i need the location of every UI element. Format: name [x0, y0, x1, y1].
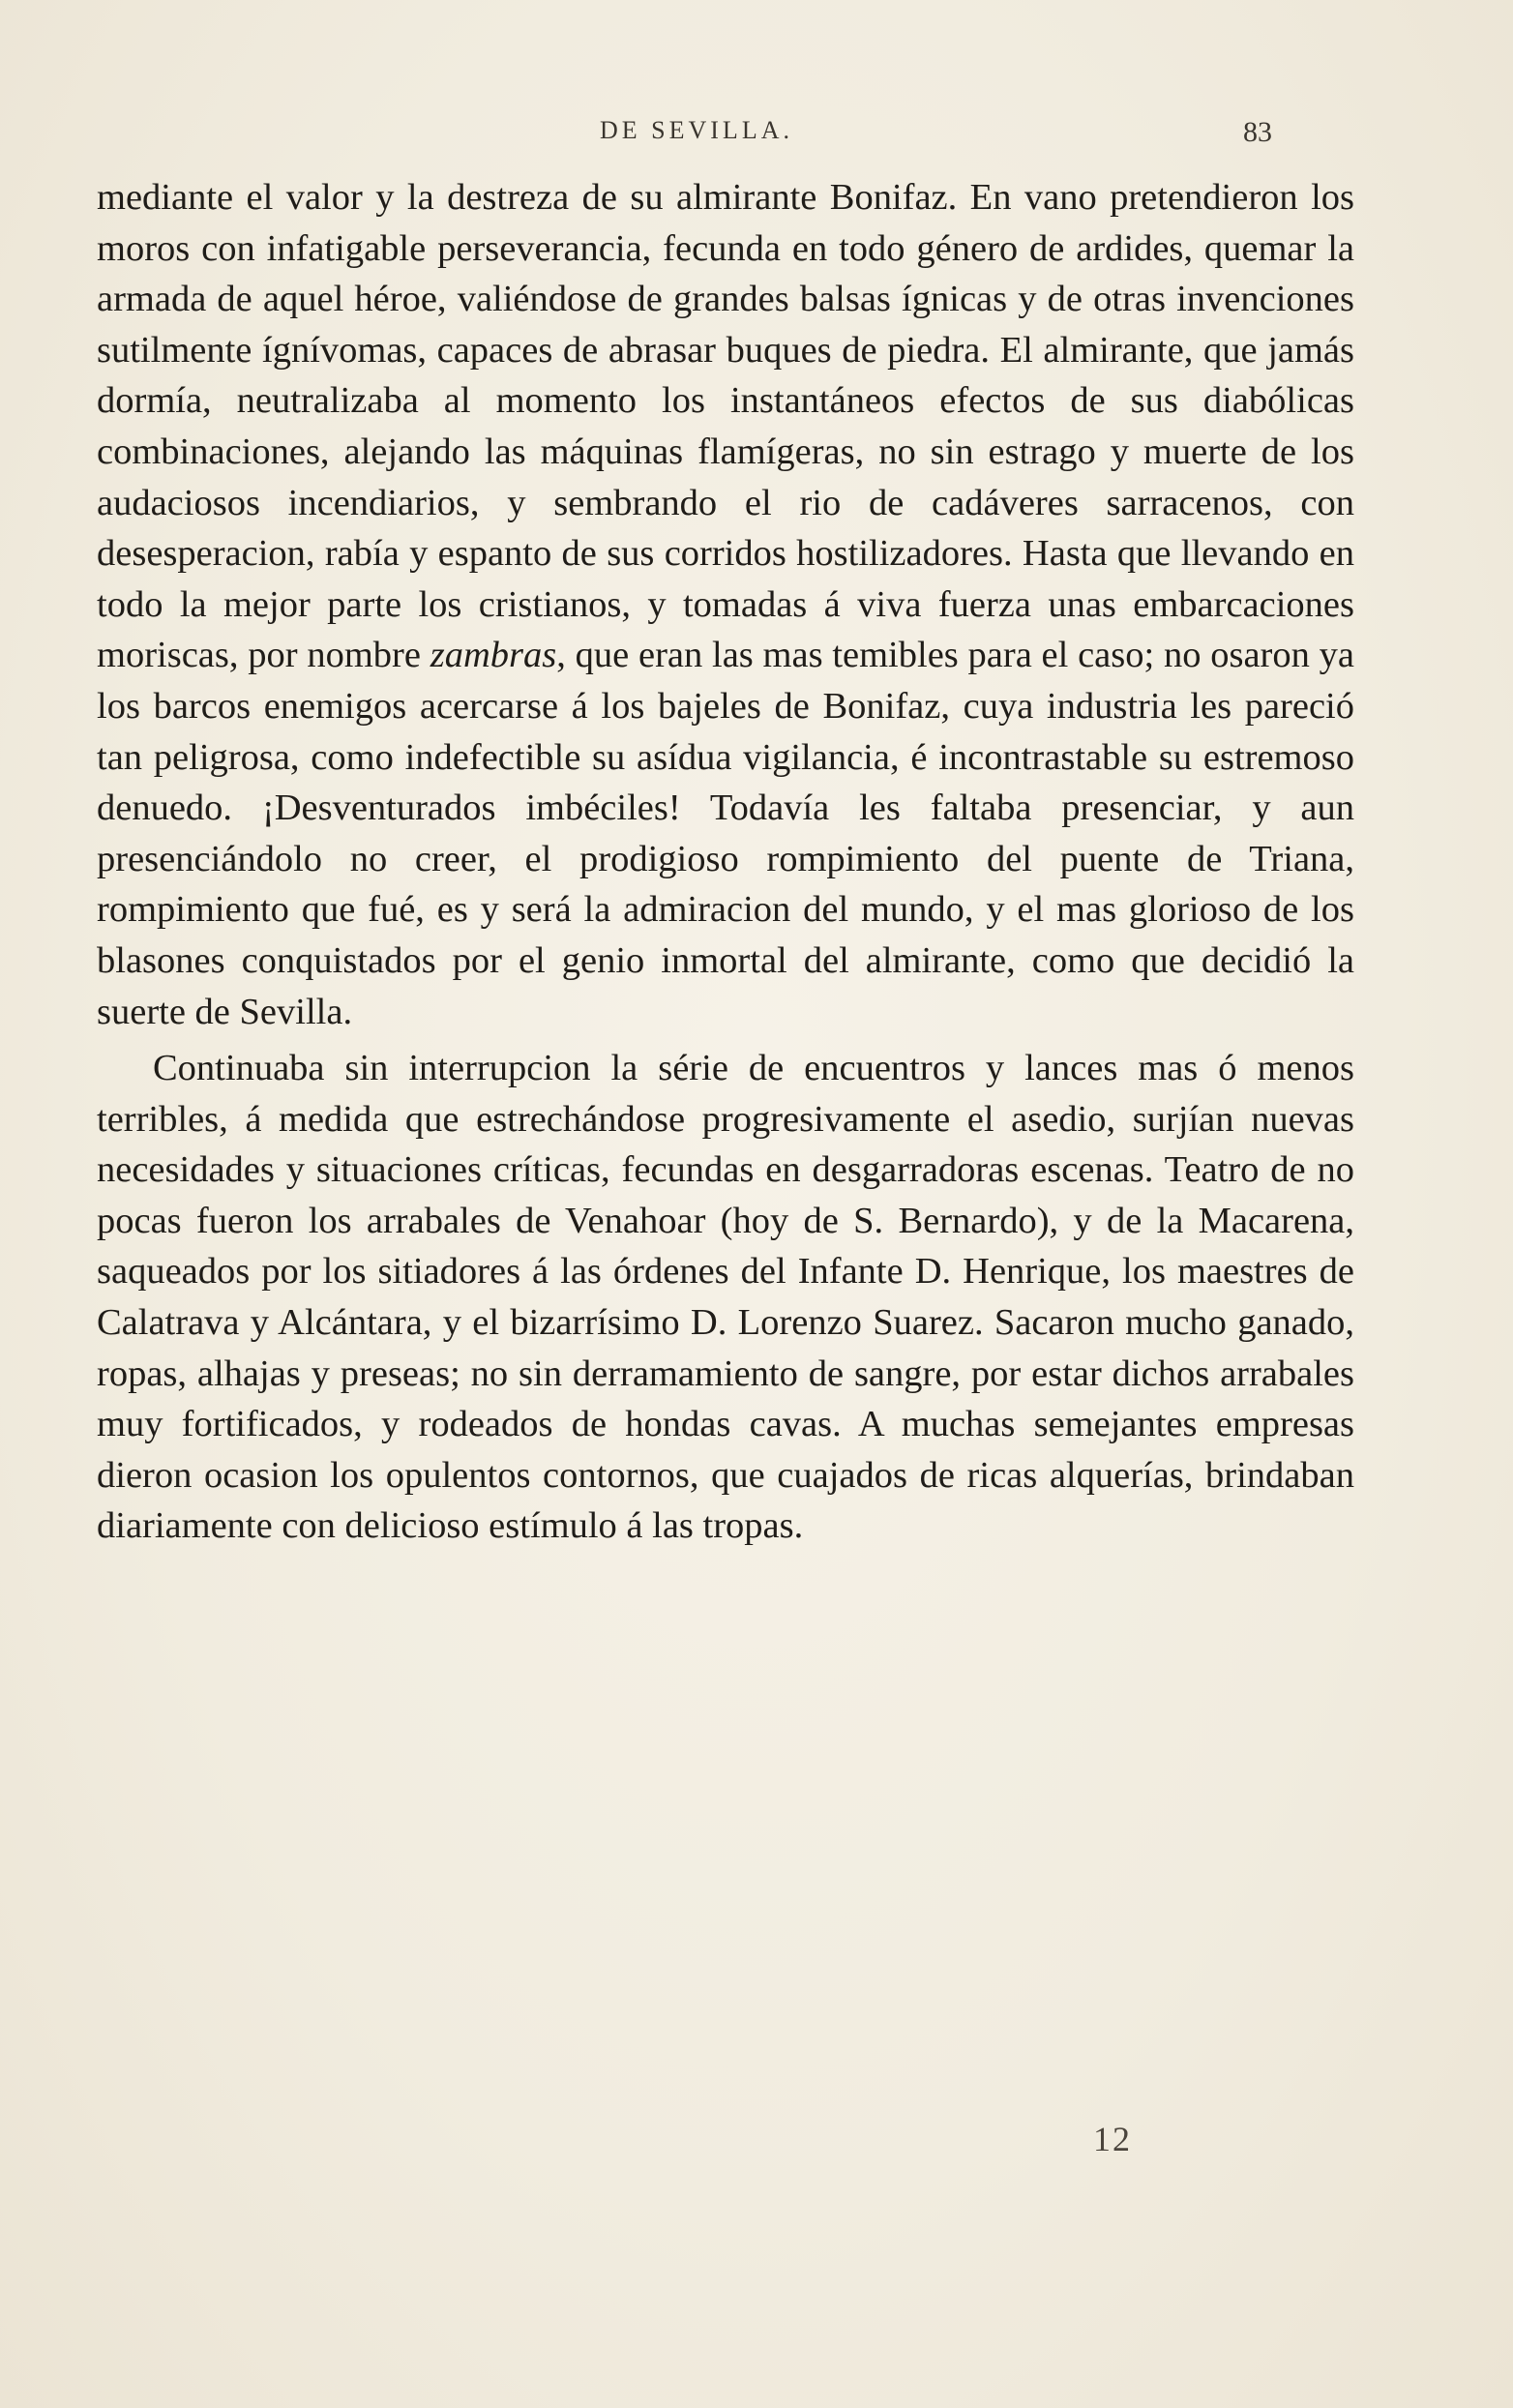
running-head	[0, 116, 1513, 155]
paragraph-1-text-before: mediante el valor y la destreza de su almirante Bonifaz. En vano pretendieron los moros con infatigable perseverancia, fecunda en todo género de ardides, quemar la armada de aquel héroe, valiéndose de grandes balsas ígnicas y de otras invenciones sutilmente ígnívomas, capaces de abrasar buques de piedra. El almirante, que jamás dormía, neutralizaba al momento los instantáneos efectos de sus diabólicas combinaciones, alejando las máquinas flamígeras, no sin estrago y muerte de los audaciosos incendiarios, y sembrando el rio de cadáveres sarracenos, con desesperacion, rabía y espanto de sus corridos hostilizadores. Hasta que llevando en todo la mejor parte los cristianos, y tomadas á viva fuerza unas embarcaciones moriscas, por nombre	[97, 177, 1354, 676]
paragraph-1	[97, 172, 1354, 1037]
page-number: 83	[1243, 116, 1272, 148]
body-text	[97, 172, 1354, 1552]
paragraph-2: Continuaba sin interrupcion la série de encuentros y lances mas ó menos terribles, á medida que estrechándose progresivamente el asedio, surjían nuevas necesidades y situaciones críticas, fecundas en desgarradoras escenas. Teatro de no pocas fueron los arrabales de Venahoar (hoy de S. Bernardo), y de la Macarena, saqueados por los sitiadores á las órdenes del Infante D. Henrique, los maestres de Calatrava y Alcántara, y el bizarrísimo D. Lorenzo Suarez. Sacaron mucho ganado, ropas, alhajas y preseas; no sin derramamiento de sangre, por estar dichos arrabales muy fortificados, y rodeados de hondas cavas. A muchas semejantes empresas dieron ocasion los opulentos contornos, que cuajados de ricas alquerías, brindaban diariamente con delicioso estímulo á las tropas.	[97, 1048, 1354, 1547]
signature-mark: 12	[1093, 2120, 1132, 2158]
running-title: DE SEVILLA.	[600, 116, 793, 144]
paragraph-1-text-after: , que eran las mas temibles para el caso; no osaron ya los barcos enemigos acercarse á los bajeles de Bonifaz, cuya industria les pareció tan peligrosa, como indefectible su asídua vigilancia, é incontrastable su estremoso denuedo. ¡Desventurados imbéciles! Todavía les faltaba presenciar, y aun presenciándolo no creer, el prodigioso rompimiento del puente de Triana, rompimiento que fué, es y será la admiracion del mundo, y el mas glorioso de los blasones conquistados por el genio inmortal del almirante, como que decidió la suerte de Sevilla.	[97, 635, 1354, 1032]
paragraph-1-emphasis: zambras	[430, 635, 557, 676]
